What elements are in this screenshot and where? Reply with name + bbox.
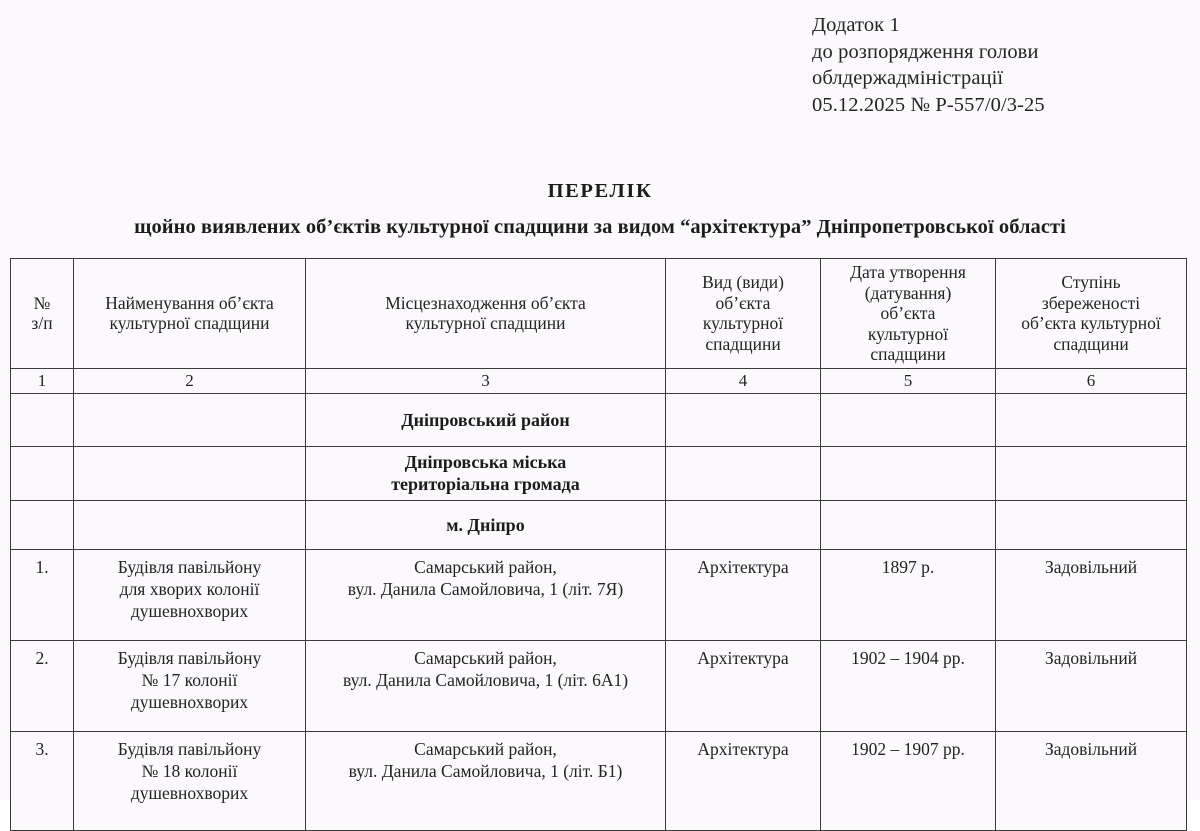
- section-district-cell-name: [74, 393, 306, 446]
- row-object-name-line-1: Будівля павільйону: [117, 556, 262, 577]
- header-date-line-1: Дата утворення: [850, 262, 966, 282]
- heritage-table-wrapper: [10, 258, 1186, 831]
- page-title: ПЕРЕЛІК: [547, 180, 653, 202]
- header-line-order: до розпорядження голови: [812, 40, 1039, 63]
- section-city-cell-date: [821, 500, 996, 549]
- title-block: [0, 178, 1200, 240]
- header-name-line-2: культурної спадщини: [109, 313, 270, 334]
- header-cell-type: [666, 259, 821, 369]
- section-district-label: [306, 393, 666, 446]
- header-type-line-3: культурної: [702, 313, 784, 334]
- heritage-table: [10, 258, 1187, 831]
- section-district-cell-condition: [996, 393, 1187, 446]
- header-name-line-1: Найменування об’єкта: [105, 292, 274, 313]
- header-number-line-1: №: [33, 292, 51, 313]
- row-number: 1.: [11, 549, 74, 640]
- row-object-location-line-1: Самарський район,: [414, 738, 557, 759]
- row-object-name-line-3: душевнохворих: [130, 600, 249, 621]
- row-number: 3.: [11, 731, 74, 830]
- row-object-date: 1902 – 1907 рр.: [821, 731, 996, 830]
- header-line-appendix: Додаток 1: [812, 14, 900, 36]
- row-object-name-line-1: Будівля павільйону: [117, 738, 262, 759]
- header-type-line-4: спадщини: [705, 333, 781, 354]
- header-cell-location: [306, 259, 666, 369]
- row-object-name: [74, 640, 306, 731]
- header-date-line-4: культурної: [867, 323, 949, 344]
- section-community-label: [306, 446, 666, 500]
- row-object-location-line-2: вул. Данила Самойловича, 1 (літ. Б1): [348, 760, 623, 781]
- section-community-cell-condition: [996, 446, 1187, 500]
- table-row: [11, 549, 1187, 640]
- section-city-cell-name: [74, 500, 306, 549]
- section-row-city: [11, 500, 1187, 549]
- row-object-name-line-2: № 17 колонії: [141, 669, 238, 690]
- header-date-line-5: спадщини: [870, 344, 946, 364]
- row-object-location-line-2: вул. Данила Самойловича, 1 (літ. 6А1): [342, 669, 629, 690]
- section-city-cell-condition: [996, 500, 1187, 549]
- table-header-row: [11, 259, 1187, 369]
- header-cell-number: [11, 259, 74, 369]
- section-community-cell-date: [821, 446, 996, 500]
- header-condition-line-2: збереженості: [1041, 292, 1141, 313]
- row-object-name-line-2: для хворих колонії: [119, 578, 260, 599]
- header-line-administration: облдержадміністрації: [812, 67, 1004, 89]
- header-location-line-2: культурної спадщини: [405, 313, 566, 334]
- row-object-location-line-2: вул. Данила Самойловича, 1 (літ. 7Я): [347, 578, 624, 599]
- section-city-cell-type: [666, 500, 821, 549]
- column-number-5: 5: [821, 368, 996, 393]
- section-city-line-1: м. Дніпро: [446, 514, 525, 535]
- row-object-type: Архітектура: [666, 549, 821, 640]
- column-number-1: 1: [11, 368, 74, 393]
- column-number-6: 6: [996, 368, 1187, 393]
- row-object-name: [74, 731, 306, 830]
- row-number: 2.: [11, 640, 74, 731]
- header-condition-line-4: спадщини: [1053, 333, 1129, 354]
- row-object-condition: Задовільний: [996, 731, 1187, 830]
- row-object-location-line-1: Самарський район,: [414, 556, 557, 577]
- section-row-community: [11, 446, 1187, 500]
- section-community-cell-name: [74, 446, 306, 500]
- header-cell-condition: [996, 259, 1187, 369]
- header-number-line-2: з/п: [31, 313, 53, 334]
- row-object-name-line-2: № 18 колонії: [141, 760, 238, 781]
- section-district-cell-type: [666, 393, 821, 446]
- header-line-date-number: 05.12.2025 № Р-557/0/3-25: [812, 93, 1045, 116]
- header-location-line-1: Місцезнаходження об’єкта: [385, 292, 586, 313]
- row-object-type: Архітектура: [666, 731, 821, 830]
- page-subtitle: щойно виявлених об’єктів культурної спадщини за видом “архітектура” Дніпропетровської області: [134, 216, 1066, 238]
- row-object-condition: Задовільний: [996, 549, 1187, 640]
- row-object-location: [306, 640, 666, 731]
- row-object-type: Архітектура: [666, 640, 821, 731]
- section-city-cell-number: [11, 500, 74, 549]
- row-object-location: [306, 731, 666, 830]
- row-object-name-line-1: Будівля павільйону: [117, 647, 262, 668]
- column-number-3: 3: [306, 368, 666, 393]
- header-cell-date: [821, 259, 996, 369]
- table-row: [11, 731, 1187, 830]
- row-object-name: [74, 549, 306, 640]
- section-row-district: [11, 393, 1187, 446]
- column-number-4: 4: [666, 368, 821, 393]
- header-condition-line-3: об’єкта культурної: [1021, 313, 1161, 334]
- section-community-line-2: територіальна громада: [391, 474, 580, 494]
- row-object-date: 1902 – 1904 рр.: [821, 640, 996, 731]
- table-row: [11, 640, 1187, 731]
- table-column-number-row: [11, 368, 1187, 393]
- row-object-location: [306, 549, 666, 640]
- row-object-condition: Задовільний: [996, 640, 1187, 731]
- column-number-2: 2: [74, 368, 306, 393]
- document-header-block: [812, 12, 1192, 118]
- header-date-line-3: об’єкта: [880, 303, 936, 323]
- section-district-line-1: Дніпровський район: [401, 409, 570, 430]
- row-object-name-line-3: душевнохворих: [130, 782, 249, 803]
- row-object-location-line-1: Самарський район,: [414, 647, 557, 668]
- section-city-label: [306, 500, 666, 549]
- section-district-cell-date: [821, 393, 996, 446]
- section-district-cell-number: [11, 393, 74, 446]
- header-condition-line-1: Ступінь: [1061, 272, 1121, 293]
- section-community-cell-number: [11, 446, 74, 500]
- header-date-line-2: (датування): [864, 282, 952, 303]
- header-type-line-1: Вид (види): [702, 272, 784, 293]
- row-object-date: 1897 р.: [821, 549, 996, 640]
- section-community-line-1: Дніпровська міська: [404, 452, 567, 472]
- section-community-cell-type: [666, 446, 821, 500]
- row-object-name-line-3: душевнохворих: [130, 691, 249, 712]
- header-cell-name: [74, 259, 306, 369]
- header-type-line-2: об’єкта: [715, 292, 771, 313]
